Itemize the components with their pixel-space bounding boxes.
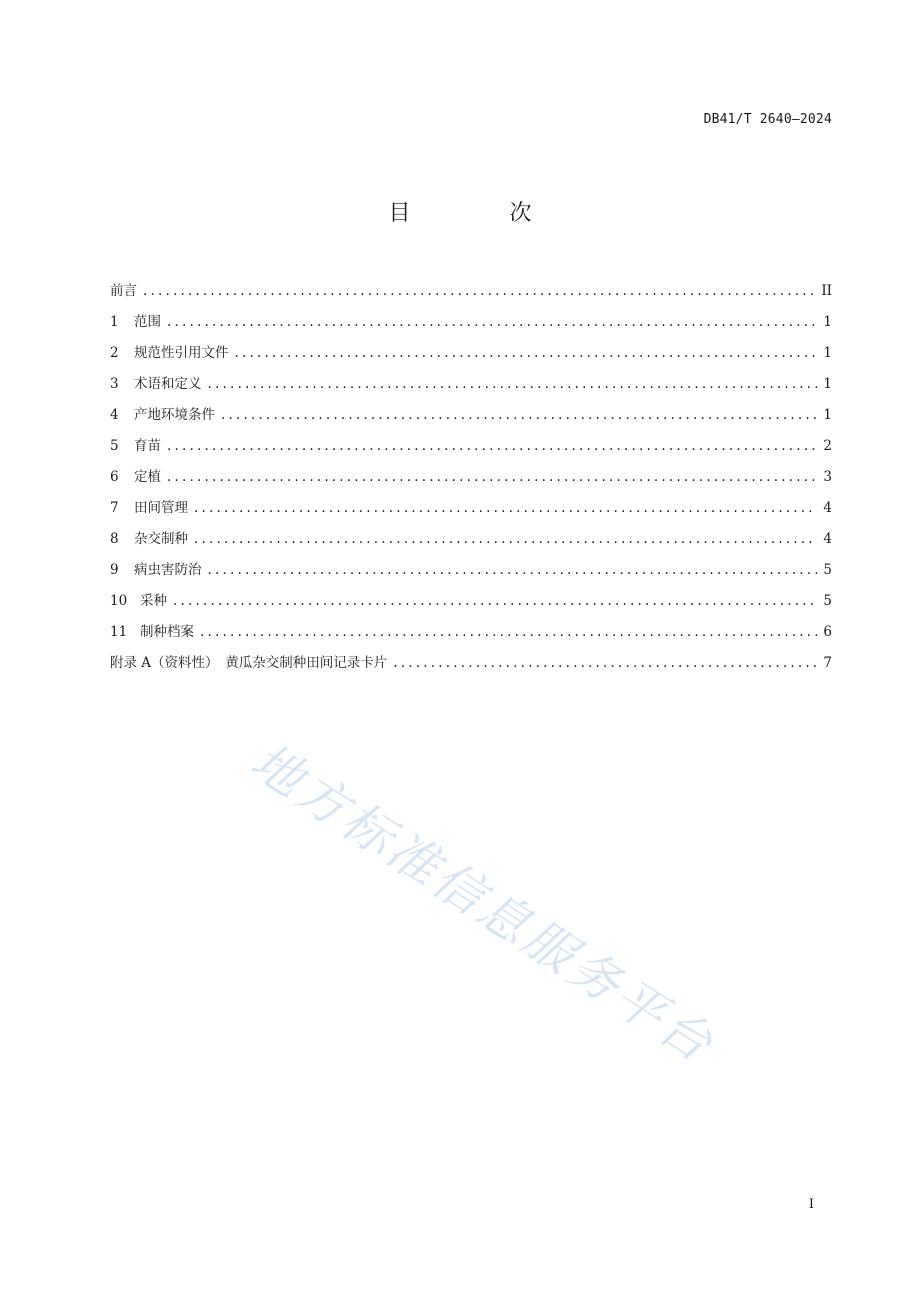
toc-item-number: 9 [110,562,119,578]
toc-item-label: 田间管理 [134,500,188,516]
toc-leader-dots [235,345,818,361]
toc-item-label: 术语和定义 [134,376,202,392]
toc-item-number: 10 [110,593,128,609]
page-number: I [808,1197,814,1212]
toc-item-2[interactable] [110,341,832,372]
toc-item-appendix-a[interactable] [110,651,832,682]
toc-item-11[interactable] [110,620,832,651]
toc-leader-dots [208,376,818,392]
toc-item-page: II [821,283,832,299]
toc-leader-dots [208,562,818,578]
toc-item-label: 病虫害防治 [134,562,202,578]
toc-leader-dots [194,500,817,516]
toc-item-label: 定植 [134,469,161,485]
toc-item-label: 育苗 [134,438,161,454]
toc-item-label: 杂交制种 [134,531,188,547]
toc-leader-dots [167,469,817,485]
toc-leader-dots [173,593,817,609]
toc-leader-dots [393,655,817,671]
toc-item-label: 前言 [110,283,137,299]
toc-leader-dots [200,624,817,640]
toc-item-number: 11 [110,624,128,640]
toc-item-page: 4 [823,531,832,547]
toc-item-label: 规范性引用文件 [134,345,229,361]
toc-item-label: 产地环境条件 [134,407,215,423]
toc-leader-dots [167,438,817,454]
toc-item-label: 附录 A（资料性） 黄瓜杂交制种田间记录卡片 [110,655,388,671]
toc-item-label: 制种档案 [140,624,194,640]
toc-item-number: 7 [110,500,119,516]
toc-item-7[interactable] [110,496,832,527]
toc-item-5[interactable] [110,434,832,465]
toc-item-6[interactable] [110,465,832,496]
toc-item-page: 5 [823,593,832,609]
toc-item-number: 8 [110,531,119,547]
toc-item-number: 5 [110,438,119,454]
toc-item-page: 2 [823,438,832,454]
toc-leader-dots [167,314,817,330]
toc-item-page: 3 [823,469,832,485]
toc-item-page: 1 [823,345,832,361]
toc-item-page: 4 [823,500,832,516]
toc-leader-dots [221,407,817,423]
table-of-contents [110,279,832,682]
toc-item-number: 3 [110,376,119,392]
toc-item-page: 1 [823,314,832,330]
toc-item-9[interactable] [110,558,832,589]
toc-item-foreword[interactable] [110,279,832,310]
document-code: DB41/T 2640—2024 [703,112,832,127]
toc-item-page: 6 [823,624,832,640]
toc-item-page: 1 [823,376,832,392]
toc-item-page: 5 [823,562,832,578]
toc-item-label: 采种 [140,593,167,609]
toc-item-8[interactable] [110,527,832,558]
toc-item-1[interactable] [110,310,832,341]
toc-leader-dots [194,531,817,547]
toc-item-3[interactable] [110,372,832,403]
toc-item-number: 1 [110,314,119,330]
toc-item-number: 2 [110,345,119,361]
watermark: 地方标准信息服务平台 [240,731,726,1075]
toc-item-10[interactable] [110,589,832,620]
toc-leader-dots [143,283,815,299]
toc-item-number: 6 [110,469,119,485]
toc-item-4[interactable] [110,403,832,434]
page-title: 目 次 [388,201,578,226]
toc-item-page: 7 [823,655,832,671]
toc-item-number: 4 [110,407,119,423]
toc-item-page: 1 [823,407,832,423]
toc-item-label: 范围 [134,314,161,330]
